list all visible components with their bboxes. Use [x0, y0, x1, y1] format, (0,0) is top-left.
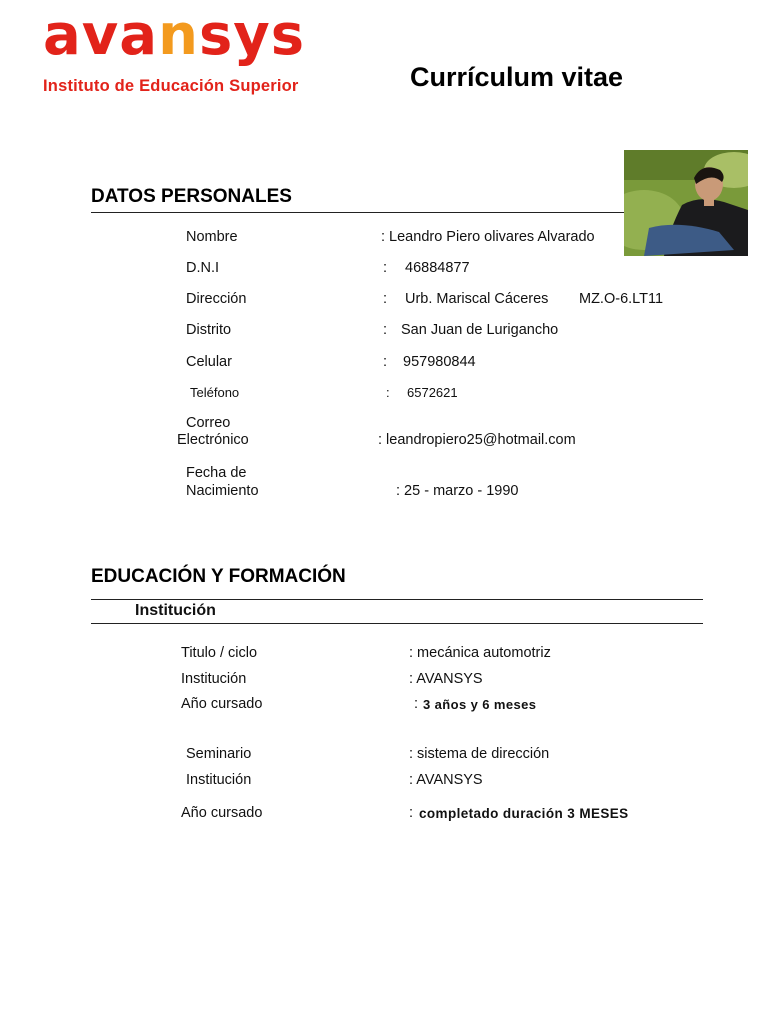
- anio2-value: completado duración 3 MESES: [419, 806, 629, 821]
- correo-label-line1: Correo: [186, 415, 231, 431]
- titulo-label: Titulo / ciclo: [181, 645, 258, 661]
- dni-colon: :: [383, 260, 388, 276]
- logo-text-part2: n: [158, 3, 199, 68]
- fecha-label-line2: Nacimiento: [186, 483, 259, 499]
- direccion-colon: :: [383, 291, 388, 307]
- anio1-colon: :: [414, 696, 419, 712]
- section-divider: [91, 212, 624, 213]
- profile-photo: [624, 150, 748, 256]
- distrito-label: Distrito: [186, 322, 232, 338]
- avansys-logo: [43, 3, 306, 68]
- distrito-colon: :: [383, 322, 388, 338]
- nombre-label: Nombre: [186, 229, 238, 245]
- celular-value: 957980844: [403, 354, 476, 370]
- telefono-colon: :: [386, 385, 390, 400]
- direccion-value-2: MZ.O-6.LT11: [579, 291, 664, 307]
- nombre-value: : Leandro Piero olivares Alvarado: [381, 229, 595, 245]
- dni-value: 46884877: [405, 260, 470, 276]
- celular-label: Celular: [186, 354, 232, 370]
- institucion1-label: Institución: [181, 671, 247, 687]
- logo-text-part1: ava: [43, 3, 159, 68]
- anio1-label: Año cursado: [181, 696, 263, 712]
- person-photo-icon: [624, 150, 748, 256]
- institucion1-value: : AVANSYS: [409, 671, 483, 687]
- telefono-value: 6572621: [407, 385, 458, 400]
- page-title: Currículum vitae: [410, 62, 624, 92]
- dni-label: D.N.I: [186, 260, 220, 276]
- anio2-label: Año cursado: [181, 805, 263, 821]
- fecha-label-line1: Fecha de: [186, 465, 247, 481]
- logo-subtitle: Instituto de Educación Superior: [43, 77, 299, 95]
- anio2-colon: :: [409, 805, 414, 821]
- institucion2-value: : AVANSYS: [409, 772, 483, 788]
- correo-value: : leandropiero25@hotmail.com: [378, 432, 576, 448]
- anio1-value: 3 años y 6 meses: [423, 697, 537, 712]
- institucion2-label: Institución: [186, 772, 252, 788]
- logo-text-part3: sys: [198, 3, 306, 68]
- distrito-value: San Juan de Lurigancho: [401, 322, 559, 338]
- direccion-label: Dirección: [186, 291, 247, 307]
- education-subheader: Institución: [135, 602, 216, 619]
- section-divider-top: [91, 599, 703, 600]
- section-title-education: EDUCACIÓN Y FORMACIÓN: [91, 566, 346, 587]
- celular-colon: :: [383, 354, 388, 370]
- section-divider-bottom: [91, 623, 703, 624]
- seminario-label: Seminario: [186, 746, 252, 762]
- fecha-value: : 25 - marzo - 1990: [396, 483, 519, 499]
- titulo-value: : mecánica automotriz: [409, 645, 551, 661]
- section-title-personal: DATOS PERSONALES: [91, 186, 292, 207]
- seminario-value: : sistema de dirección: [409, 746, 550, 762]
- correo-label-line2: Electrónico: [177, 432, 249, 448]
- direccion-value: Urb. Mariscal Cáceres: [405, 291, 549, 307]
- telefono-label: Teléfono: [190, 385, 240, 400]
